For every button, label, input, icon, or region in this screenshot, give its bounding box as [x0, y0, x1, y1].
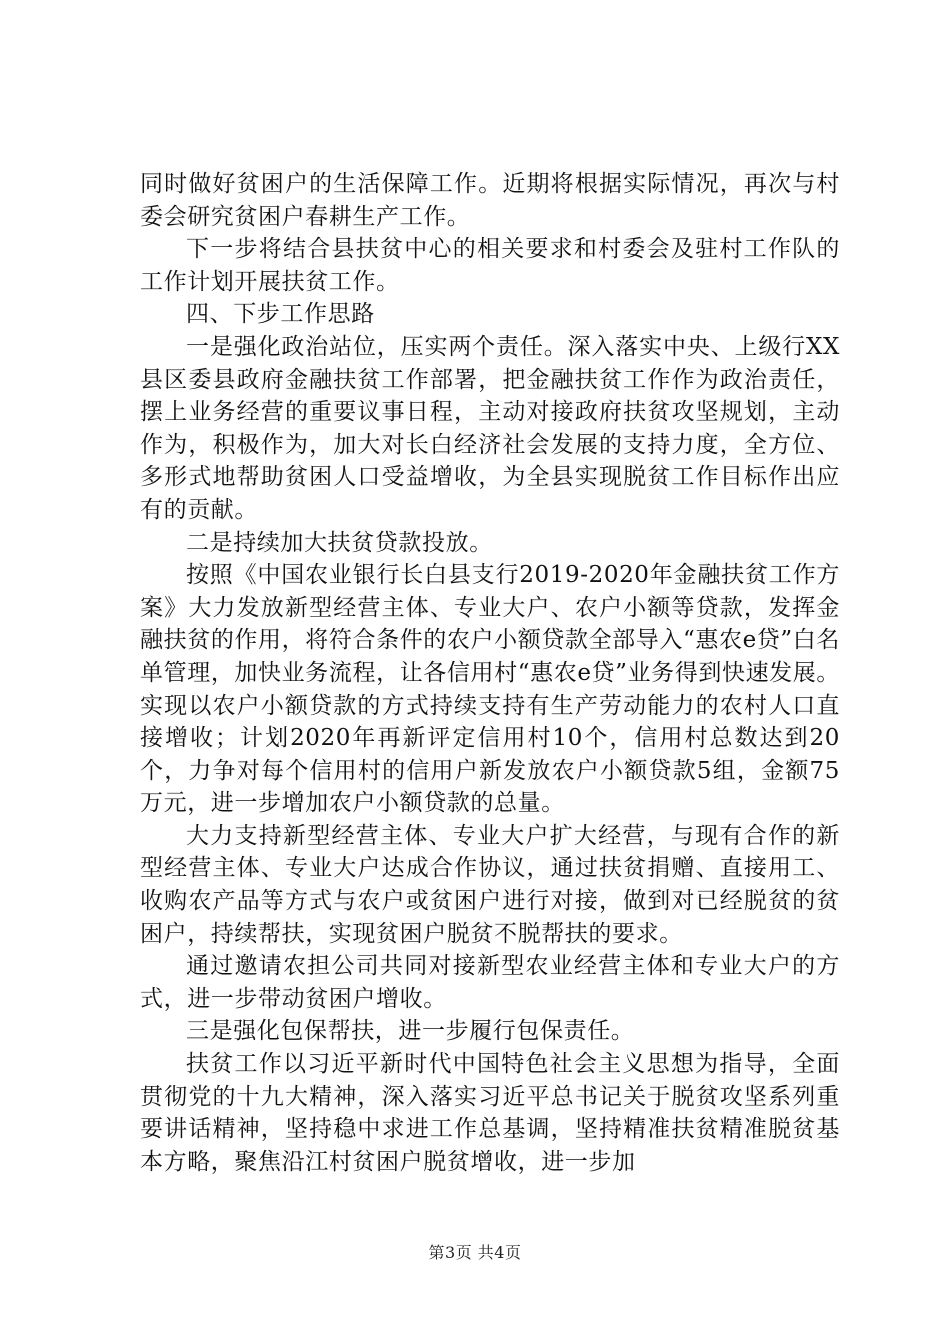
page-footer: 第3页 共4页 [428, 1243, 522, 1262]
paragraph-1: 同时做好贫困户的生活保障工作。近期将根据实际情况，再次与村委会研究贫困户春耕生产工作。 [140, 171, 840, 230]
paragraph-5: 按照《中国农业银行长白县支行2019-2020年金融扶贫工作方案》大力发放新型经营主体、专业大户、农户小额等贷款，发挥金融扶贫的作用，将符合条件的农户小额贷款全部导入“惠农e贷”白名单管理，加快业务流程，让各信用村“惠农e贷”业务得到快速发展。实现以农户小额贷款的方式持续支持有生产劳动能力的农村人口直接增收；计划2020年再新评定信用村10个，信用村总数达到20个，力争对每个信用村的信用户新发放农户小额贷款5组，金额75万元，进一步增加农户小额贷款的总量。 [140, 562, 840, 817]
paragraph-9: 扶贫工作以习近平新时代中国特色社会主义思想为指导，全面贯彻党的十九大精神，深入落实习近平总书记关于脱贫攻坚系列重要讲话精神，坚持稳中求进工作总基调，坚持精准扶贫精准脱贫基本方略，聚焦沿江村贫困户脱贫增收，进一步加 [140, 1051, 840, 1175]
paragraph-2: 下一步将结合县扶贫中心的相关要求和村委会及驻村工作队的工作计划开展扶贫工作。 [140, 236, 840, 295]
document-body [140, 168, 840, 1178]
paragraph-3: 一是强化政治站位，压实两个责任。深入落实中央、上级行XX县区委县政府金融扶贫工作部署，把金融扶贫工作作为政治责任，摆上业务经营的重要议事日程，主动对接政府扶贫攻坚规划，主动作为，积极作为，加大对长白经济社会发展的支持力度，全方位、多形式地帮助贫困人口受益增收，为全县实现脱贫工作目标作出应有的贡献。 [140, 333, 840, 523]
paragraph-4: 二是持续加大扶贫贷款投放。 [186, 529, 493, 556]
paragraph-7: 通过邀请农担公司共同对接新型农业经营主体和专业大户的方式，进一步带动贫困户增收。 [140, 953, 840, 1012]
section-heading: 四、下步工作思路 [186, 301, 375, 328]
paragraph-8: 三是强化包保帮扶，进一步履行包保责任。 [186, 1018, 635, 1045]
paragraph-6: 大力支持新型经营主体、专业大户扩大经营，与现有合作的新型经营主体、专业大户达成合作协议，通过扶贫捐赠、直接用工、收购农产品等方式与农户或贫困户进行对接，做到对已经脱贫的贫困户，持续帮扶，实现贫困户脱贫不脱帮扶的要求。 [140, 822, 840, 947]
